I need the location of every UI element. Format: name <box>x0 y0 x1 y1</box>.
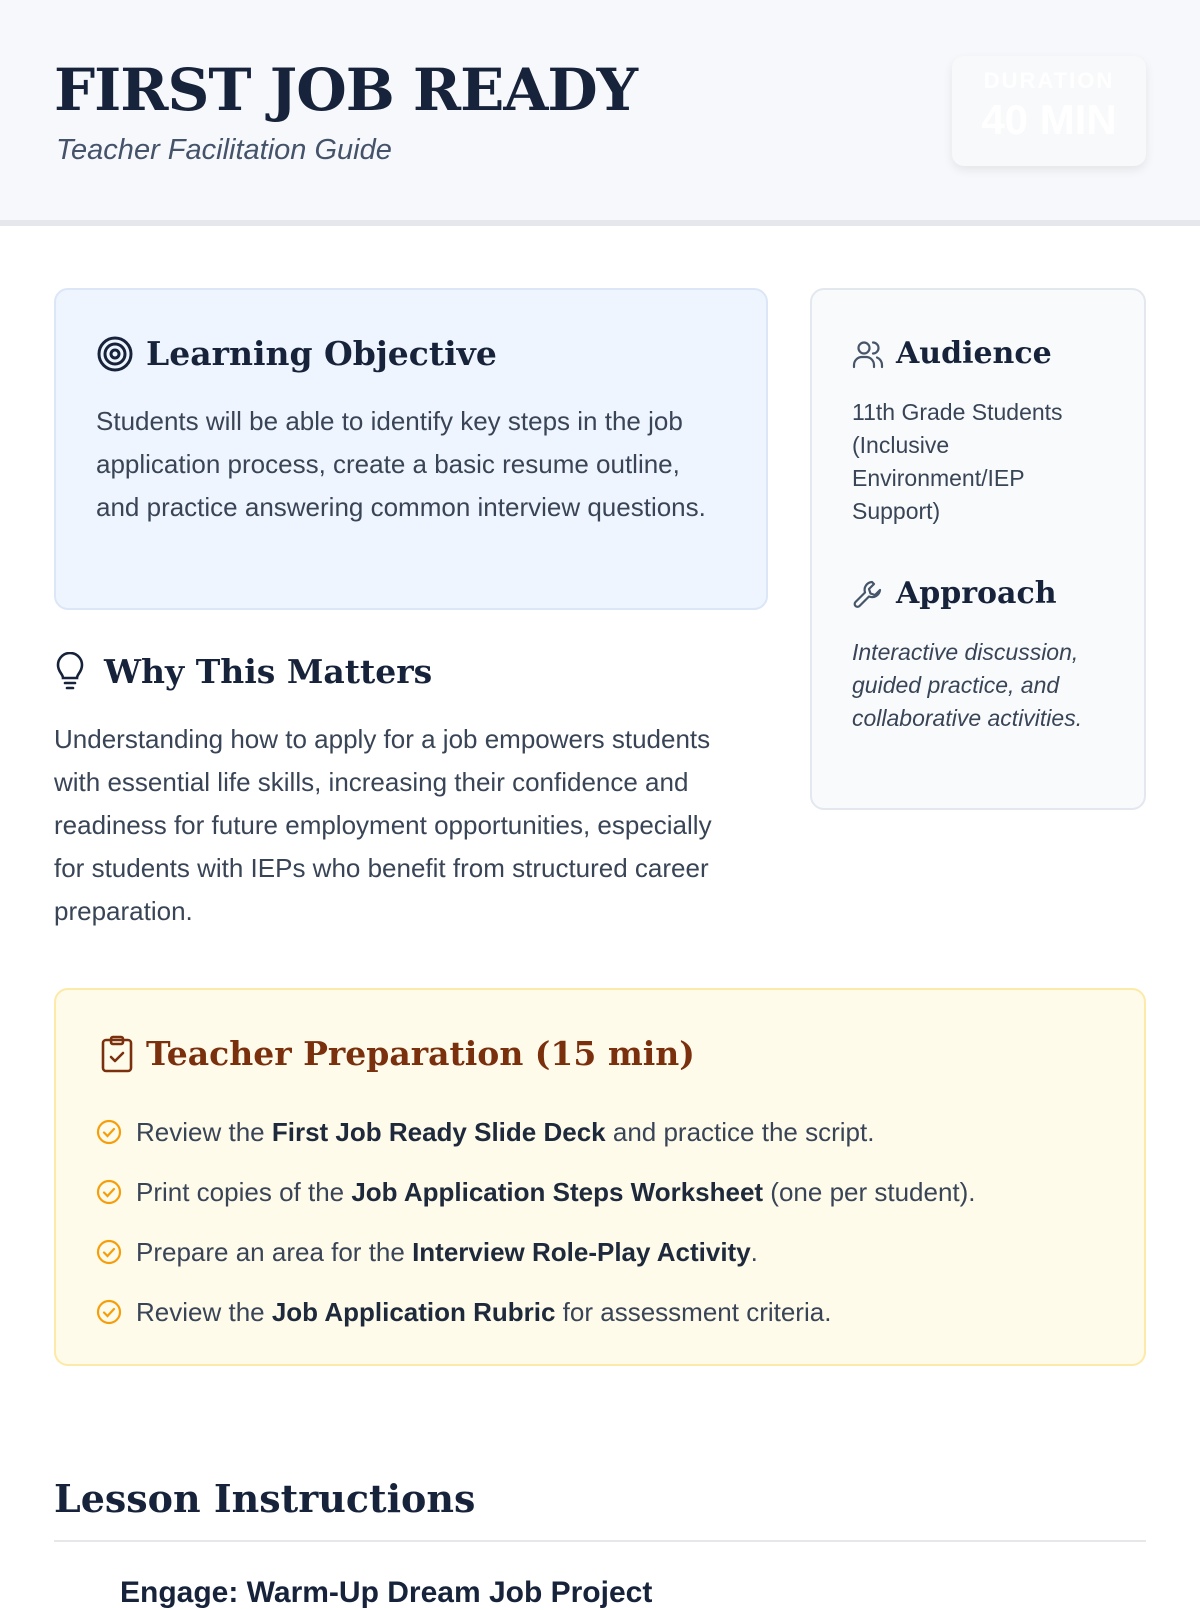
info-side-card <box>810 288 1146 810</box>
learning-objective-card <box>54 288 768 610</box>
audience-heading: Audience <box>896 336 1052 371</box>
check-circle-icon <box>96 1239 122 1265</box>
duration-badge <box>952 56 1146 166</box>
page-subtitle: Teacher Facilitation Guide <box>56 134 392 166</box>
learning-objective-heading: Learning Objective <box>146 334 497 373</box>
list-item: Review the First Job Ready Slide Deck and practice the script. <box>96 1102 976 1162</box>
lesson-instructions-heading: Lesson Instructions <box>54 1476 476 1521</box>
wrench-icon <box>852 578 884 610</box>
approach-heading: Approach <box>896 576 1057 611</box>
teacher-preparation-header <box>100 1034 695 1074</box>
target-icon <box>96 335 134 373</box>
learning-objective-text: Students will be able to identify key steps in the job application process, create a basic resume outline, and practice answering common interview questions. <box>96 406 706 522</box>
check-circle-icon <box>96 1299 122 1325</box>
teacher-preparation-heading: Teacher Preparation (15 min) <box>146 1034 695 1073</box>
approach-header <box>852 574 1057 614</box>
teacher-preparation-card <box>54 988 1146 1366</box>
duration-label: DURATION <box>983 68 1115 93</box>
check-circle-icon <box>96 1119 122 1145</box>
list-item: Print copies of the Job Application Steps Worksheet (one per student). <box>96 1162 976 1222</box>
page-header <box>0 0 1200 226</box>
clipboard-check-icon <box>100 1035 134 1073</box>
audience-header <box>852 334 1052 374</box>
why-heading: Why This Matters <box>104 652 433 691</box>
list-item: Prepare an area for the Interview Role-Play Activity. <box>96 1222 976 1282</box>
section-divider <box>54 1540 1146 1542</box>
learning-objective-header <box>96 334 497 374</box>
page-title: FIRST JOB READY <box>54 56 638 124</box>
users-icon <box>852 338 884 370</box>
why-header <box>54 652 432 692</box>
list-item: Review the Job Application Rubric for assessment criteria. <box>96 1282 976 1342</box>
preparation-list <box>96 1102 976 1342</box>
check-circle-icon <box>96 1179 122 1205</box>
audience-text: 11th Grade Students (Inclusive Environment/IEP Support) <box>852 399 1063 524</box>
lightbulb-icon <box>54 652 86 692</box>
why-text: Understanding how to apply for a job empowers students with essential life skills, increasing their confidence and readiness for future employment opportunities, especially for students with IEPs who benefit from structured career preparation. <box>54 724 712 926</box>
lesson-step-title: Engage: Warm-Up Dream Job Project <box>120 1576 653 1609</box>
approach-text: Interactive discussion, guided practice, and collaborative activities. <box>852 639 1083 731</box>
duration-value: 40 MIN <box>981 96 1117 143</box>
